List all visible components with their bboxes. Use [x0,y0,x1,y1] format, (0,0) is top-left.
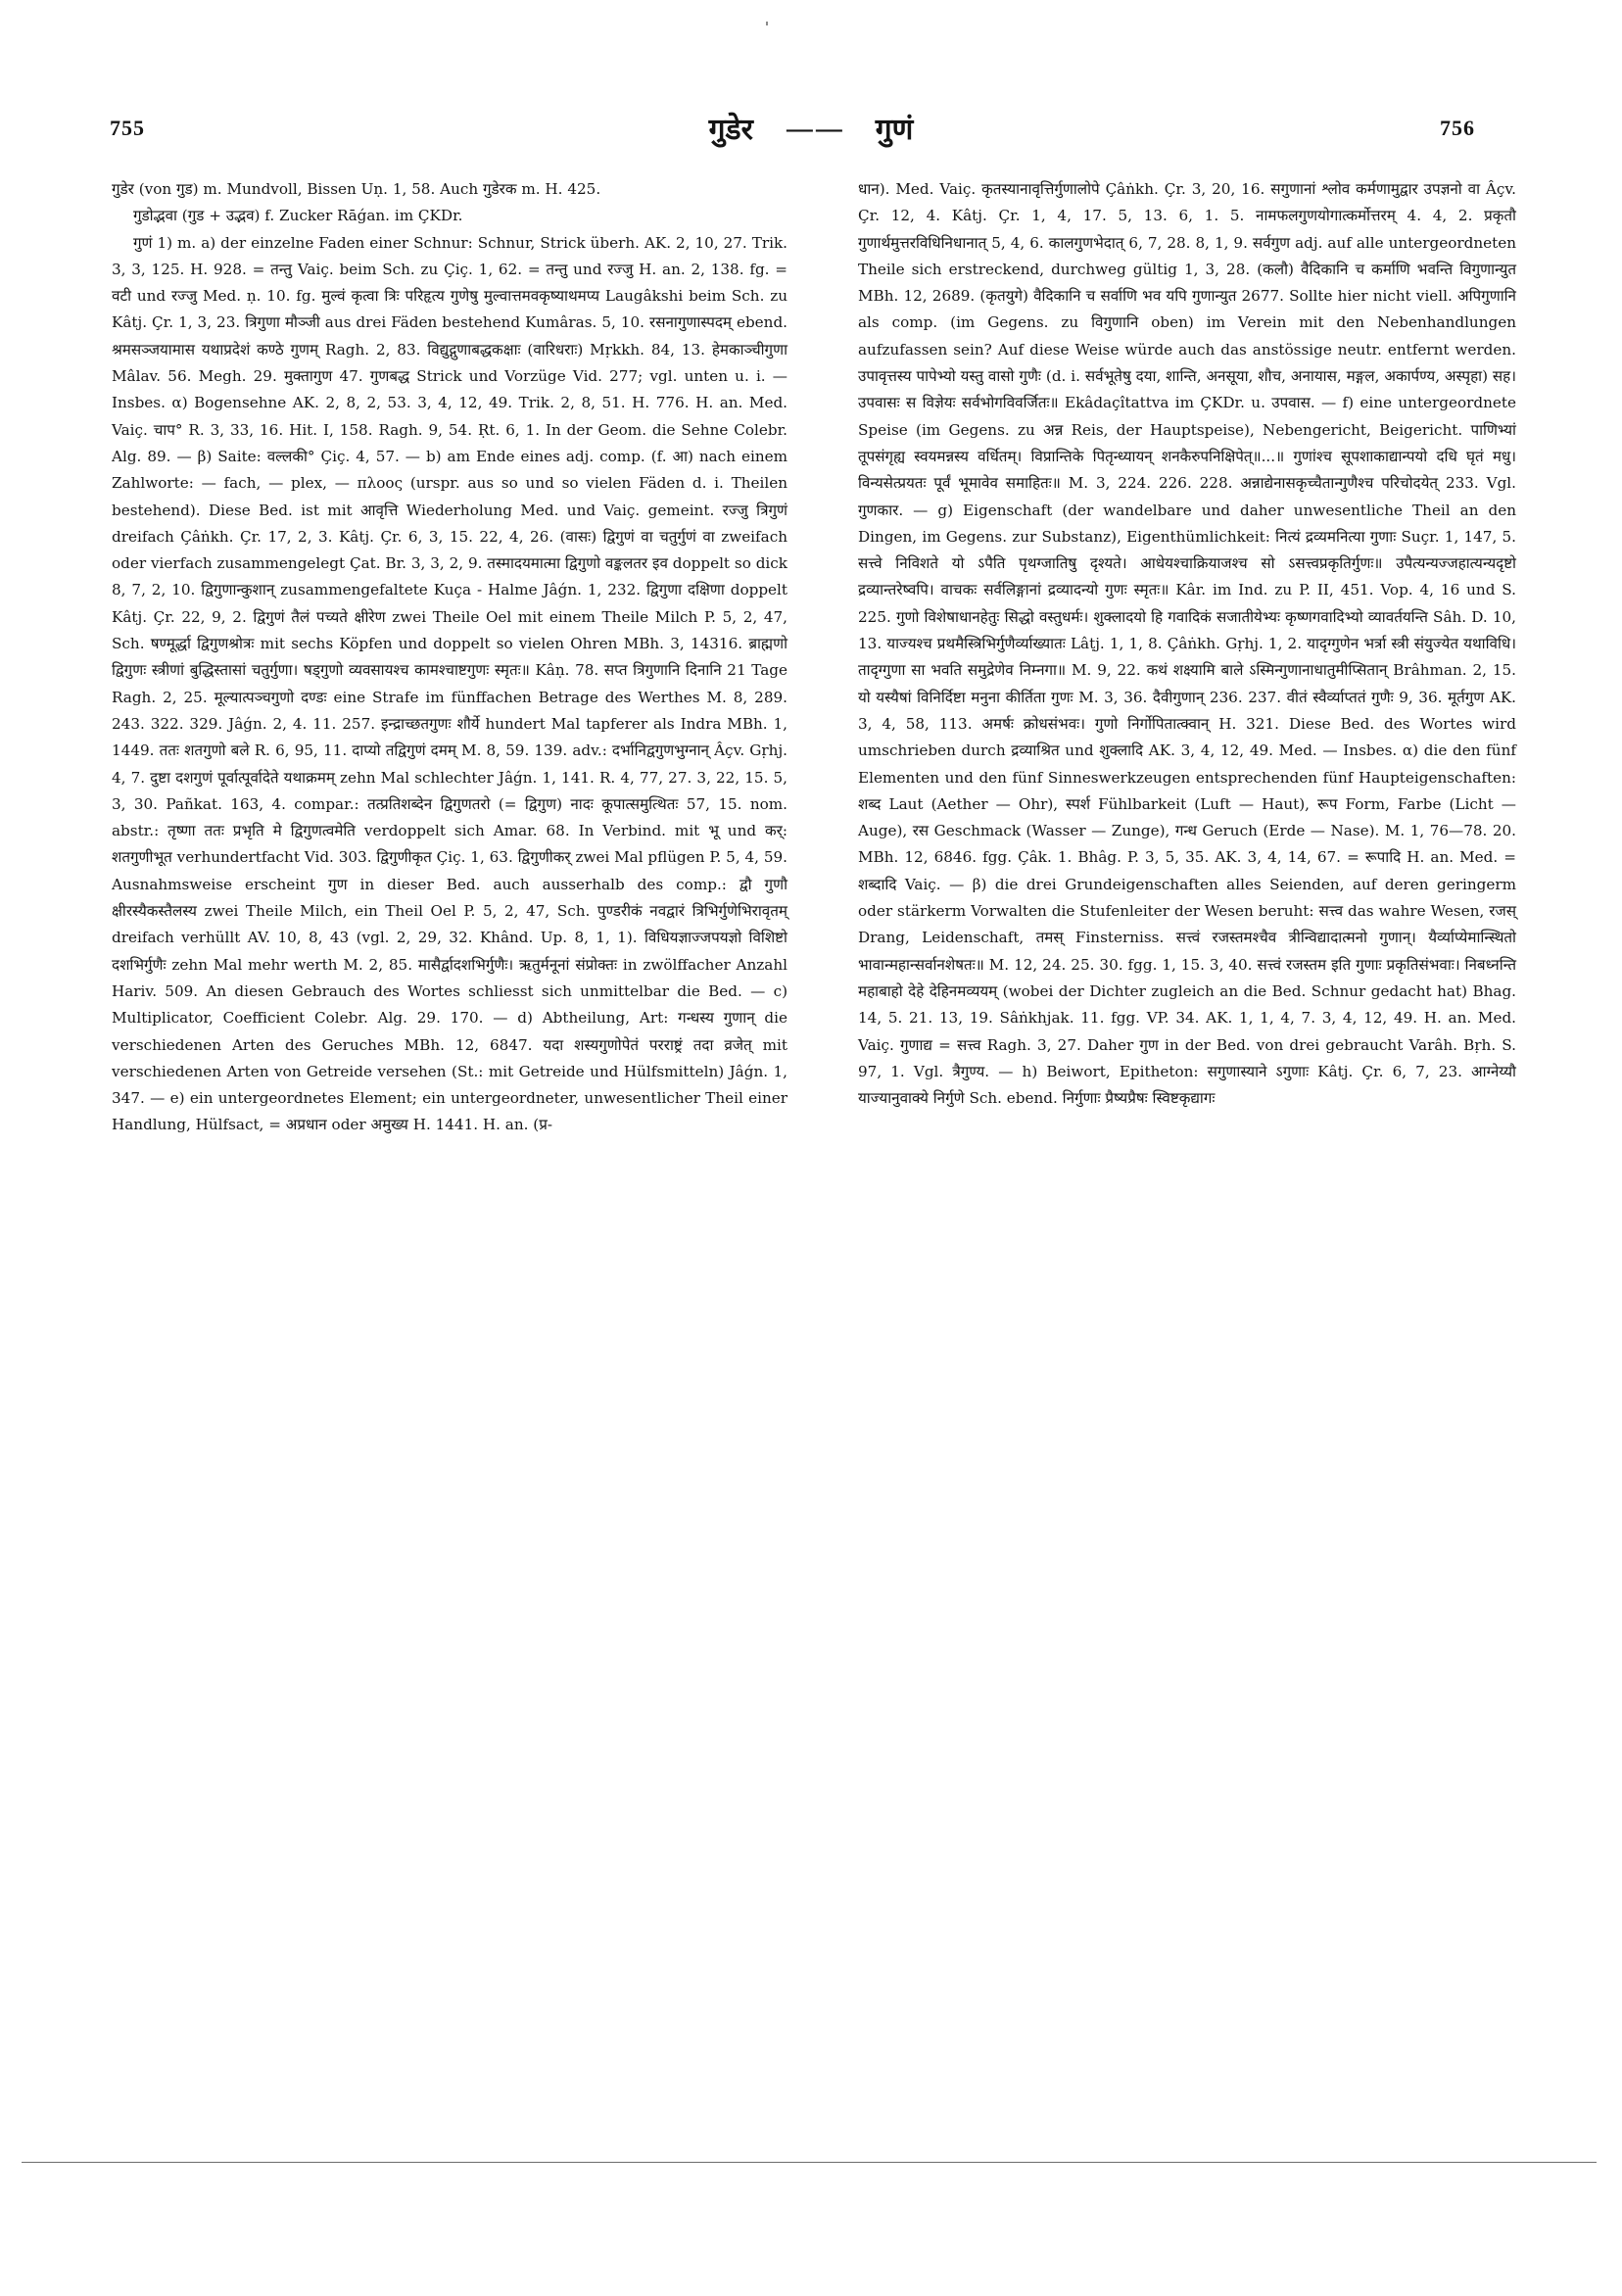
running-head-last-word: गुणं [875,113,914,147]
running-head-first-word: गुडेर [708,113,753,147]
right-column [858,176,1516,1112]
bottom-rule [22,2162,1597,2163]
running-head-dash: —— [785,113,844,147]
right-page-number: 756 [1440,116,1475,140]
entry-gudera: गुडेर (von गुड) m. Mundvoll, Bissen Uṇ. 1, 58. Auch गुडेरक m. H. 425. [112,180,601,198]
left-page-number: 755 [110,116,145,140]
running-head [0,108,1622,148]
scan-speck [766,22,768,25]
entry-guna-continued: धान). Med. Vaiç. कृतस्यानावृत्तिर्गुणालोपे Çâṅkh. Çr. 3, 20, 16. सगुणानां श्लोव कर्मणामुद्वार उपज्ञनो वा Âçv. Çr. 12, 4. Kâtj. Çr. 1, 4, 17. 5, 13. 6, 1. 5. नामफलगुणयोगात्कर्मोत्तरम् 4. 4, 2. प्रकृतौ गुणार्थमुत्तरविधिनिधानात् 5, 4, 6. कालगुणभेदात् 6, 7, 28. 8, 1, 9. सर्वगुण adj. auf alle untergeordneten Theile sich erstreckend, durchweg gültig 1, 3, 28. (कलौ) वैदिकानि च कर्माणि भवन्ति विगुणान्युत MBh. 12, 2689. (कृतयुगे) वैदिकानि च सर्वाणि भव यपि गुणान्युत 2677. Sollte hier nicht viell. अपिगुणानि als comp. (im Gegens. zu विगुणानि oben) im Verein mit den Nebenhandlungen aufzufassen sein? Auf diese Weise würde auch das anstössige neutr. entfernt werden. उपावृत्तस्य पापेभ्यो यस्तु वासो गुणैः (d. i. सर्वभूतेषु दया, शान्ति, अनसूया, शौच, अनायास, मङ्गल, अकार्पण्य, अस्पृहा) सह। उपवासः स विज्ञेयः सर्वभोगविवर्जितः॥ Ekâdaçîtattva im ÇKDr. u. उपवास. — f) eine untergeordnete Speise (im Gegens. zu अन्न Reis, der Hauptspeise), Nebengericht, Beigericht. पाणिभ्यां तूपसंगृह्य स्वयमन्नस्य वर्धितम्। विप्रान्तिके पितृन्ध्यायन् शनकैरुपनिक्षिपेत्॥...॥ गुणांश्च सूपशाकाद्यान्पयो दधि घृतं मधु। विन्यसेत्प्रयतः पूर्वं भूमावेव समाहितः॥ M. 3, 224. 226. 228. अन्नाद्येनासकृच्चैतान्गुणैश्च परिचोदयेत् 233. Vgl. गुणकार. — g) Eigenschaft (der wandelbare und daher unwesentliche Theil an den Dingen, im Gegens. zur Substanz), Eigenthümlichkeit: नित्यं द्रव्यमनित्या गुणाः Suçr. 1, 147, 5. सत्त्वे निविशते यो ऽपैति पृथग्जातिषु दृश्यते। आधेयश्चाक्रियाजश्च सो ऽसत्त्वप्रकृतिर्गुणः॥ उपैत्यन्यज्जहात्यन्यदृष्टो द्रव्यान्तरेष्वपि। वाचकः सर्वलिङ्गानां द्रव्यादन्यो गुणः स्मृतः॥ Kâr. im Ind. zu P. II, 451. Vop. 4, 16 und S. 225. गुणो विशेषाधानहेतुः सिद्धो वस्तुधर्मः। शुक्लादयो हि गवादिकं सजातीयेभ्यः कृष्णगवादिभ्यो व्यावर्तयन्ति Sâh. D. 10, 13. याज्यश्च प्रथमैस्त्रिभिर्गुणैर्व्याख्यातः Lâṭj. 1, 1, 8. Çâṅkh. Gṛhj. 1, 2. यादृग्गुणेन भर्त्रा स्त्री संयुज्येत यथाविधि। तादृग्गुणा सा भवति समुद्रेणेव निम्नगा॥ M. 9, 22. कथं शक्ष्यामि बाले ऽस्मिन्गुणानाधातुमीप्सितान् Brâhman. 2, 15. यो यस्यैषां विनिर्दिष्टा मनुना कीर्तिता गुणः M. 3, 36. दैवीगुणान् 236. 237. वीतं स्वैर्व्याप्ततं गुणैः 9, 36. मूर्तगुण AK. 3, 4, 58, 113. अमर्षः क्रोधसंभवः। गुणो निर्गोपितात्क्वान् H. 321. Diese Bed. des Wortes wird umschrieben durch द्रव्याश्रित und शुक्लादि AK. 3, 4, 12, 49. Med. — Insbes. α) die den fünf Elementen und den fünf Sinneswerkzeugen entsprechenden fünf Haupteigenschaften: शब्द Laut (Aether — Ohr), स्पर्श Fühlbarkeit (Luft — Haut), रूप Form, Farbe (Licht — Auge), रस Geschmack (Wasser — Zunge), गन्ध Geruch (Erde — Nase). M. 1, 76—78. 20. MBh. 12, 6846. fgg. Çâk. 1. Bhâg. P. 3, 5, 35. AK. 3, 4, 14, 67. = रूपादि H. an. Med. = शब्दादि Vaiç. — β) die drei Grundeigenschaften alles Seienden, auf deren geringerm oder stärkerm Vorwalten die Stufenleiter der Wesen beruht: सत्त्व das wahre Wesen, रजस् Drang, Leidenschaft, तमस् Finsterniss. सत्त्वं रजस्तमश्चैव त्रीन्विद्यादात्मनो गुणान्। यैर्व्याप्येमान्स्थितो भावान्महान्सर्वानशेषतः॥ M. 12, 24. 25. 30. fgg. 1, 15. 3, 40. सत्त्वं रजस्तम इति गुणाः प्रकृतिसंभवाः। निबध्नन्ति महाबाहो देहे देहिनमव्ययम् (wobei der Dichter zugleich an die Bed. Schnur gedacht hat) Bhag. 14, 5. 21. 13, 19. Sâṅkhjak. 11. fgg. VP. 34. AK. 1, 1, 4, 7. 3, 4, 12, 49. H. an. Med. Vaiç. गुणाद्य = सत्त्व Ragh. 3, 27. Daher गुण in der Bed. von drei gebraucht Varâh. Bṛh. S. 97, 1. Vgl. त्रैगुण्य. — h) Beiwort, Epitheton: सगुणास्याने ऽगुणाः Kâtj. Çr. 6, 7, 23. आग्नेय्यौ याज्यानुवाक्ये निर्गुणे Sch. ebend. निर्गुणाः प्रैष्यप्रैषः स्विष्टकृद्यागः [858,180,1516,1108]
left-column [112,176,787,1139]
entry-guna: गुणं 1) m. a) der einzelne Faden einer Schnur: Schnur, Strick überh. AK. 2, 10, 27. Trik. 3, 3, 125. H. 928. = तन्तु Vaiç. beim Sch. zu Çiç. 1, 62. = तन्तु und रज्जु H. an. 2, 138. fg. = वटी und रज्जु Med. ṇ. 10. fg. मुल्वं कृत्वा त्रिः परिहृत्य गुणेषु मुल्वात्तमवकृष्याथमप्य Laugâkshi beim Sch. zu Kâtj. Çr. 1, 3, 23. त्रिगुणा मौञ्जी aus drei Fäden bestehend Kumâras. 5, 10. रसनागुणास्पदम् ebend. श्रमसञ्जयामास यथाप्रदेशं कण्ठे गुणम् Ragh. 2, 83. विद्युद्गुणाबद्धकक्षाः (वारिधराः) Mṛkkh. 84, 13. हेमकाञ्चीगुणा Mâlav. 56. Megh. 29. मुक्तागुण 47. गुणबद्ध Strick und Vorzüge Vid. 277; vgl. unten u. i. — Insbes. α) Bogensehne AK. 2, 8, 2, 53. 3, 4, 12, 49. Trik. 2, 8, 51. H. 776. H. an. Med. Vaiç. चाप° R. 3, 33, 16. Hit. I, 158. Ragh. 9, 54. Ṛt. 6, 1. In der Geom. die Sehne Colebr. Alg. 89. — β) Saite: वल्लकी° Çiç. 4, 57. — b) am Ende eines adj. comp. (f. आ) nach einem Zahlworte: — fach, — plex, — πλοος (urspr. aus so und so vielen Fäden d. i. Theilen bestehend). Diese Bed. ist mit आवृत्ति Wiederholung Med. und Vaiç. gemeint. रज्जु त्रिगुणं dreifach Çâṅkh. Çr. 17, 2, 3. Kâtj. Çr. 6, 3, 15. 22, 4, 26. (वासः) द्विगुणं वा चतुर्गुणं वा zweifach oder vierfach zusammengelegt Çat. Br. 3, 3, 2, 9. तस्मादयमात्मा द्विगुणो वङ्कलतर इव doppelt so dick 8, 7, 2, 10. द्विगुणान्कुशान् zusammengefaltete Kuça - Halme Jâǵn. 1, 232. द्विगुणा दक्षिणा doppelt Kâtj. Çr. 22, 9, 2. द्विगुणं तैलं पच्यते क्षीरेण zwei Theile Oel mit einem Theile Milch P. 5, 2, 47, Sch. षण्मूर्द्धा द्विगुणश्रोत्रः mit sechs Köpfen und doppelt so vielen Ohren MBh. 3, 14316. ब्राह्मणो द्विगुणः स्त्रीणां बुद्धिस्तासां चतुर्गुणा। षड्गुणो व्यवसायश्च कामश्चाष्टगुणः स्मृतः॥ Kâṇ. 78. सप्त त्रिगुणानि दिनानि 21 Tage Ragh. 2, 25. मूल्यात्पञ्चगुणो दण्डः eine Strafe im fünffachen Betrage des Werthes M. 8, 289. 243. 322. 329. Jâǵn. 2, 4. 11. 257. इन्द्राच्छतगुणः शौर्ये hundert Mal tapferer als Indra MBh. 1, 1449. ततः शतगुणो बले R. 6, 95, 11. दाप्यो तद्विगुणं दमम् M. 8, 59. 139. adv.: दर्भानिद्वगुणभुग्नान् Âçv. Gṛhj. 4, 7. दुष्टा दशगुणं पूर्वात्पूर्वादेते यथाक्रमम् zehn Mal schlechter Jâǵn. 1, 141. R. 4, 77, 27. 3, 22, 15. 5, 3, 30. Pañkat. 163, 4. compar.: तत्प्रतिशब्देन द्विगुणतरो (= द्विगुण) नादः कूपात्समुत्थितः 57, 15. nom. abstr.: तृष्णा ततः प्रभृति मे द्विगुणत्वमेति verdoppelt sich Amar. 68. In Verbind. mit भू und कर्: शतगुणीभूत verhundertfacht Vid. 303. द्विगुणीकृत Çiç. 1, 63. द्विगुणीकर् zwei Mal pflügen P. 5, 4, 59. Ausnahmsweise erscheint गुण in dieser Bed. auch ausserhalb des comp.: द्वौ गुणौ क्षीरस्यैकस्तैलस्य zwei Theile Milch, ein Theil Oel P. 5, 2, 47, Sch. पुण्डरीकं नवद्वारं त्रिभिर्गुणेभिरावृतम् dreifach verhüllt AV. 10, 8, 43 (vgl. 2, 29, 32. Khând. Up. 8, 1, 1). विधियज्ञाज्जपयज्ञो विशिष्टो दशभिर्गुणैः zehn Mal mehr werth M. 2, 85. मासैर्द्वादशभिर्गुणैः। ऋतुर्मनूनां संप्रोक्तः in zwölffacher Anzahl Hariv. 509. An diesen Gebrauch des Wortes schliesst sich unmittelbar die Bed. — c) Multiplicator, Coefficient Colebr. Alg. 29. 170. — d) Abtheilung, Art: गन्धस्य गुणान् die verschiedenen Arten des Geruches MBh. 12, 6847. यदा शस्यगुणोपेतं परराष्ट्रं तदा व्रजेत् mit verschiedenen Arten von Getreide versehen (St.: mit Getreide und Hülfsmitteln) Jâǵn. 1, 347. — e) ein untergeordnetes Element; ein untergeordneter, unwesentlicher Theil einer Handlung, Hülfsact, = अप्रधान oder अमुख्य H. 1441. H. an. (प्र- [112,233,787,1134]
entry-gudodbhava: गुडोद्भवा (गुड + उद्भव) f. Zucker Rāǵan. im ÇKDr. [133,207,463,225]
